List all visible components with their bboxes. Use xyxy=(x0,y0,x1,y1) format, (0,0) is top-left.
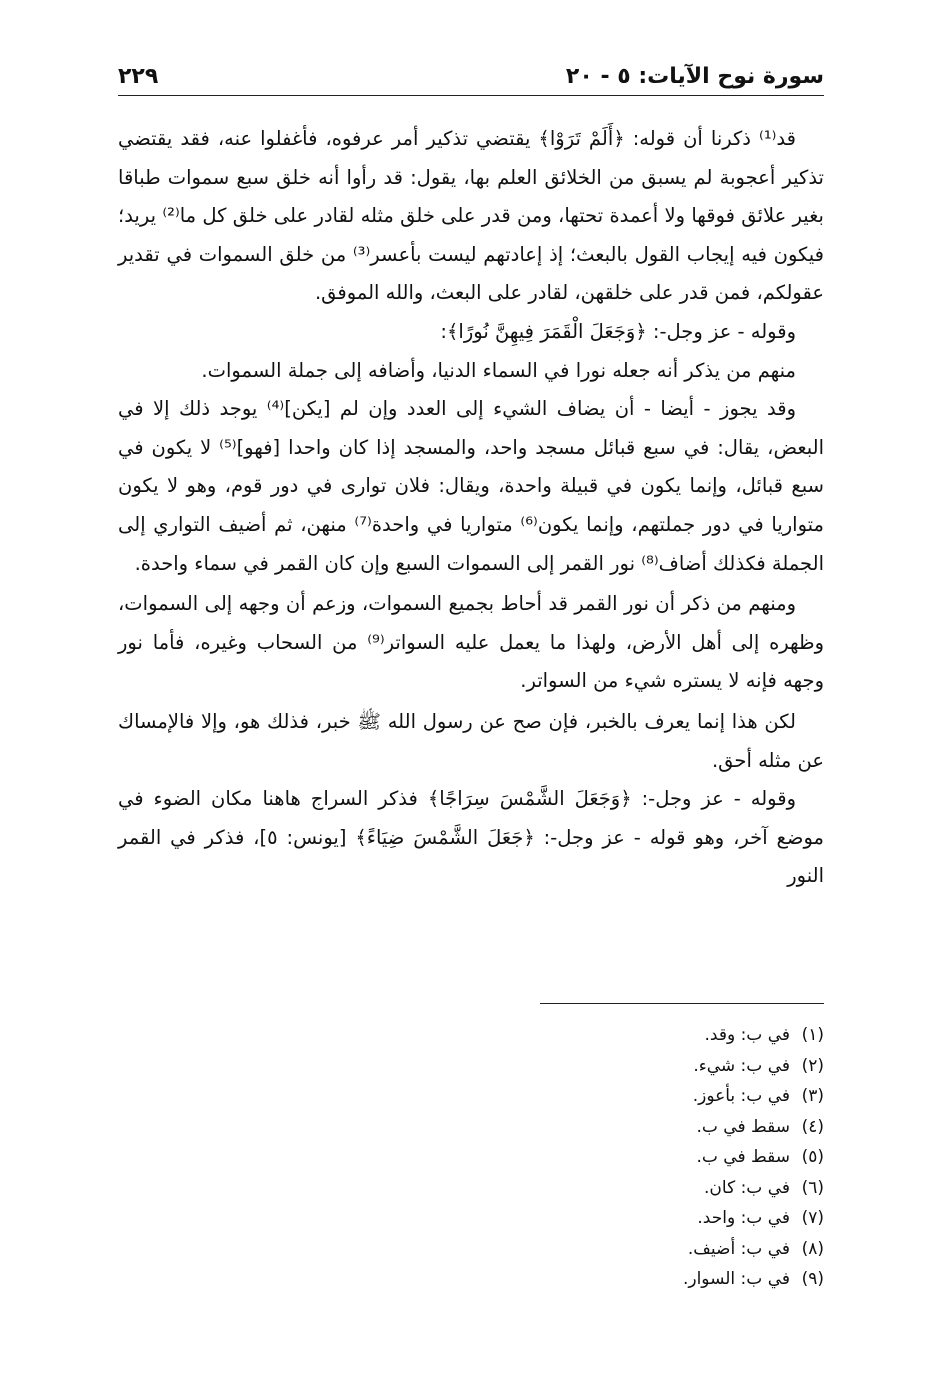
paragraph: لكن هذا إنما يعرف بالخبر، فإن صح عن رسول الله ﷺ خبر، فذلك هو، وإلا فالإمساك عن مثله أحق. xyxy=(118,709,824,772)
footnote-number: (٥) xyxy=(801,1147,824,1167)
running-head xyxy=(118,52,824,96)
footnote-number: (٧) xyxy=(801,1208,824,1228)
paragraph: منهم من يذكر أنه جعله نورا في السماء الدنيا، وأضافه إلى جملة السموات. xyxy=(201,358,796,382)
paragraph: وقوله - عز وجل-: ﴿وَجَعَلَ الشَّمْسَ سِرَاجًا﴾ فذكر السراج هاهنا مكان الضوء في موضع آخر، وهو قوله - عز وجل-: ﴿جَعَلَ الشَّمْسَ ضِيَاءً﴾ [يونس: ٥]، فذكر في القمر النور xyxy=(118,787,824,888)
paragraph: وقد يجوز - أيضا - أن يضاف الشيء إلى العدد وإن لم [يكن]⁽⁴⁾ يوجد ذلك إلا في البعض، يقال: في سبع قبائل مسجد واحد، والمسجد إذا كان واحدا [فهو]⁽⁵⁾ لا يكون في سبع قبائل، وإنما يكون في قبيلة واحدة، ويقال: فلان توارى في دور قوم، وهو لا يكون متواريا في دور جملتهم، وإنما يكون⁽⁶⁾ متواريا في واحدة⁽⁷⁾ منهن، ثم أضيف التواري إلى الجملة فكذلك أضاف⁽⁸⁾ نور القمر إلى السموات السبع وإن كان القمر في سماء واحدة. xyxy=(118,397,824,575)
footnote-item xyxy=(424,1051,824,1082)
paragraph: وقوله - عز وجل-: ﴿وَجَعَلَ الْقَمَرَ فِيهِنَّ نُورًا﴾: xyxy=(440,319,796,343)
footnote-number: (٤) xyxy=(801,1116,824,1137)
footnote-item xyxy=(424,1020,824,1051)
footnote-item xyxy=(424,1112,824,1143)
paragraph: ومنهم من ذكر أن نور القمر قد أحاط بجميع السموات، وزعم أن وجهه إلى السموات، وظهره إلى أهل الأرض، ولهذا ما يعمل عليه السواتر⁽⁹⁾ من السحاب وغيره، فأما نور وجهه فإنه لا يستره شيء من السواتر. xyxy=(118,592,824,693)
footnote-number: (٣) xyxy=(801,1086,824,1106)
footnote-text: في ب: السوار. xyxy=(682,1269,790,1289)
main-text xyxy=(118,120,824,896)
paragraph: قد⁽¹⁾ ذكرنا أن قوله: ﴿أَلَمْ تَرَوْا﴾ يقتضي تذكير أمر عرفوه، فأغفلوا عنه، فقد يقتضي تذكير أعجوبة لم يسبق من الخلائق العلم بها، يقول: قد رأوا أنه خلق سبع سموات طباقا بغير علائق فوقها ولا أعمدة تحتها، ومن قدر على خلق مثله لقادر على خلق كل ما⁽²⁾ يريد؛ فيكون فيه إيجاب القول بالبعث؛ إذ إعادتهم ليست بأعسر⁽³⁾ من خلق السموات في تقدير عقولكم، فمن قدر على خلقهن، لقادر على البعث، والله الموفق. xyxy=(118,127,824,305)
footnote-text: في ب: أضيف. xyxy=(687,1238,790,1259)
footnote-text: في ب: واحد. xyxy=(697,1208,790,1228)
footnote-item xyxy=(424,1203,824,1234)
footnotes xyxy=(424,1020,824,1295)
footnote-number: (١) xyxy=(801,1025,824,1045)
footnote-number: (٩) xyxy=(801,1269,824,1289)
footnote-number: (٢) xyxy=(801,1055,824,1076)
footnote-text: سقط في ب. xyxy=(696,1116,790,1137)
footnote-item xyxy=(424,1234,824,1265)
footnote-text: في ب: وقد. xyxy=(704,1025,790,1045)
footnote-text: سقط في ب. xyxy=(696,1147,790,1167)
footnote-item xyxy=(424,1081,824,1112)
footnote-item xyxy=(424,1142,824,1173)
footnote-number: (٦) xyxy=(801,1177,824,1198)
running-title: سورة نوح الآيات: ٥ - ٢٠ xyxy=(565,64,824,89)
footnote-number: (٨) xyxy=(801,1238,824,1259)
footnote-item xyxy=(424,1173,824,1204)
footnote-text: في ب: بأعوز. xyxy=(692,1086,790,1106)
footnote-text: في ب: كان. xyxy=(704,1177,790,1198)
footnote-separator xyxy=(540,1003,824,1004)
footnote-item xyxy=(424,1264,824,1295)
page-number: ٢٢٩ xyxy=(118,64,159,89)
footnote-text: في ب: شيء. xyxy=(693,1055,790,1076)
